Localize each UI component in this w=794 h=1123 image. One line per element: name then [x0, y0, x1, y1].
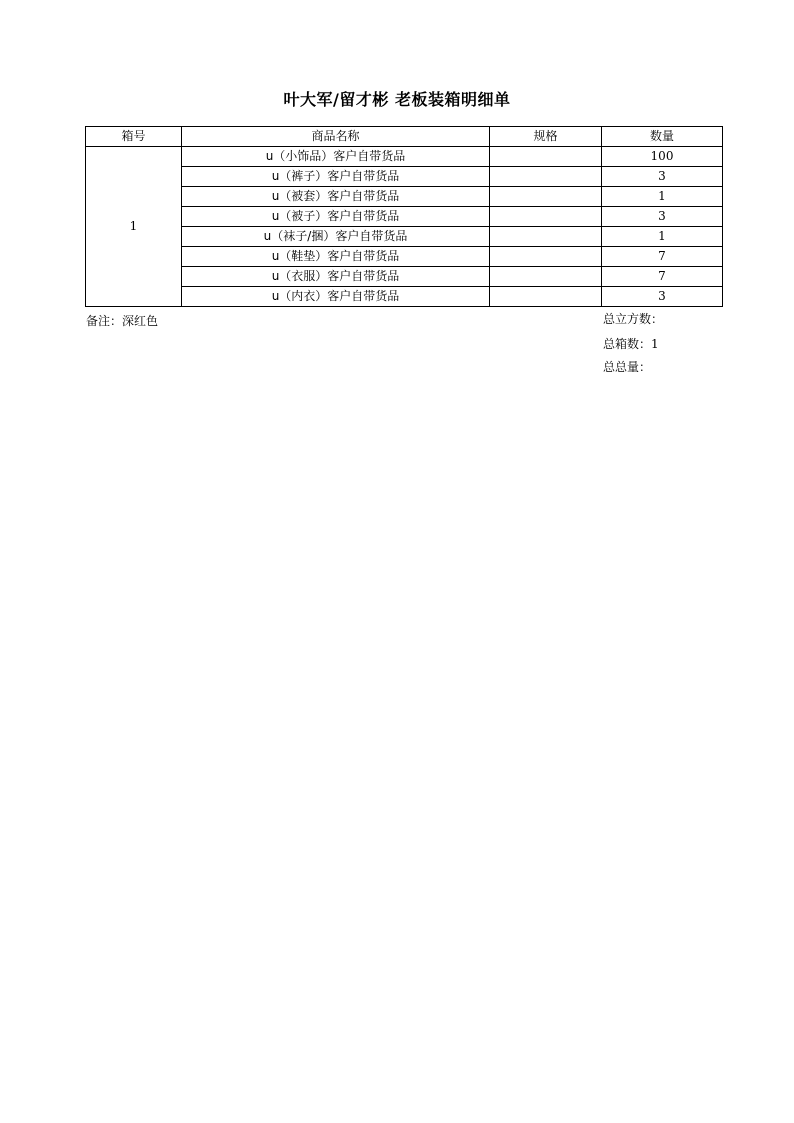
header-box-no: 箱号: [86, 127, 182, 147]
table-row: [86, 247, 723, 267]
total-boxes-value: 1: [651, 337, 659, 351]
total-volume: [603, 310, 663, 327]
quantity-cell: 3: [602, 167, 723, 187]
page-title: 叶大军/留才彬 老板装箱明细单: [283, 90, 511, 109]
table-row: [86, 187, 723, 207]
total-weight-label: 总总量：: [603, 360, 652, 374]
spec-cell: [490, 287, 602, 307]
quantity-cell: 1: [602, 227, 723, 247]
product-name-cell: u（内衣）客户自带货品: [182, 287, 490, 307]
total-weight: [603, 358, 651, 375]
table-row: [86, 207, 723, 227]
spec-cell: [490, 267, 602, 287]
quantity-cell: 1: [602, 187, 723, 207]
product-name-cell: u（被子）客户自带货品: [182, 207, 490, 227]
product-name-cell: u（鞋垫）客户自带货品: [182, 247, 490, 267]
total-boxes: [603, 335, 659, 352]
spec-cell: [490, 147, 602, 167]
quantity-cell: 3: [602, 207, 723, 227]
table-row: [86, 287, 723, 307]
table-row: [86, 227, 723, 247]
spec-cell: [490, 167, 602, 187]
spec-cell: [490, 227, 602, 247]
quantity-cell: 100: [602, 147, 723, 167]
spec-cell: [490, 207, 602, 227]
product-name-cell: u（裤子）客户自带货品: [182, 167, 490, 187]
table-row: [86, 267, 723, 287]
product-name-cell: u（袜子/捆）客户自带货品: [182, 227, 490, 247]
total-boxes-label: 总箱数：: [603, 337, 652, 351]
quantity-cell: 7: [602, 247, 723, 267]
packing-list-table: [85, 126, 723, 307]
header-spec: 规格: [490, 127, 602, 147]
product-name-cell: u（衣服）客户自带货品: [182, 267, 490, 287]
product-name-cell: u（小饰品）客户自带货品: [182, 147, 490, 167]
table-header-row: [86, 127, 723, 147]
spec-cell: [490, 187, 602, 207]
spec-cell: [490, 247, 602, 267]
quantity-cell: 7: [602, 267, 723, 287]
product-name-cell: u（被套）客户自带货品: [182, 187, 490, 207]
total-volume-label: 总立方数：: [603, 312, 664, 326]
table-row: [86, 147, 723, 167]
header-quantity: 数量: [602, 127, 723, 147]
box-number-cell: 1: [86, 147, 182, 307]
table-row: [86, 167, 723, 187]
header-product-name: 商品名称: [182, 127, 490, 147]
remark-note: 备注：深红色: [86, 314, 159, 328]
quantity-cell: 3: [602, 287, 723, 307]
